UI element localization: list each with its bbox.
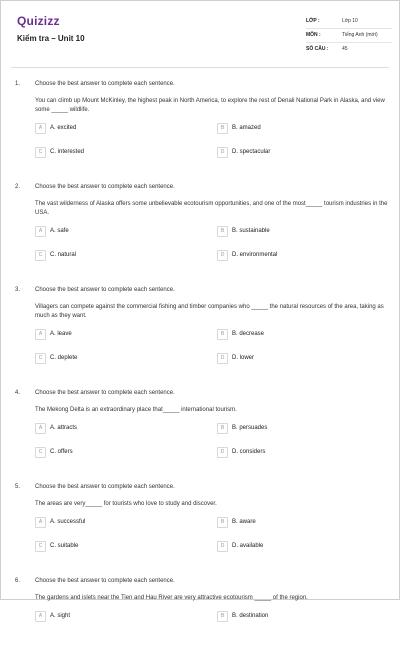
option-label: D. considers (232, 449, 266, 455)
option-letter-box[interactable]: B (217, 423, 228, 434)
option-label: D. spectacular (232, 149, 271, 155)
meta-value: Lớp 10 (342, 18, 358, 24)
question-number: 1. (15, 81, 21, 87)
answer-option[interactable] (35, 147, 185, 161)
option-letter-box[interactable]: B (217, 226, 228, 237)
option-label: B. persuades (232, 425, 268, 431)
meta-key: LỚP : (306, 18, 320, 24)
option-label: C. natural (50, 252, 77, 258)
option-label: A. excited (50, 125, 77, 131)
answer-option[interactable] (217, 517, 367, 531)
option-letter-box[interactable]: B (217, 517, 228, 528)
worksheet-header (1, 1, 401, 63)
question-number: 4. (15, 390, 21, 396)
option-letter-box[interactable]: C (35, 447, 46, 458)
option-letter-box[interactable]: A (35, 517, 46, 528)
meta-row-class (306, 15, 392, 29)
option-letter-box[interactable]: C (35, 541, 46, 552)
option-label: B. aware (232, 519, 256, 525)
option-letter-box[interactable]: D (217, 147, 228, 158)
question-item (1, 480, 401, 563)
question-number: 6. (15, 578, 21, 584)
answer-option[interactable] (35, 226, 185, 240)
answer-options (35, 329, 401, 375)
meta-row-count (306, 43, 392, 57)
question-number: 5. (15, 484, 21, 490)
option-label: C. deplete (50, 355, 78, 361)
question-instruction: Choose the best answer to complete each sentence. (35, 484, 175, 490)
option-letter-box[interactable]: B (217, 123, 228, 134)
question-text: The areas are very_____ for tourists who love to study and discover. (35, 501, 217, 507)
answer-option[interactable] (35, 329, 185, 343)
option-letter-box[interactable]: A (35, 123, 46, 134)
answer-option[interactable] (35, 123, 185, 137)
quizizz-logo: Quizizz (17, 14, 60, 28)
option-letter-box[interactable]: C (35, 147, 46, 158)
answer-option[interactable] (217, 423, 367, 437)
answer-option[interactable] (217, 123, 367, 137)
answer-option[interactable] (217, 541, 367, 555)
option-label: A. leave (50, 331, 72, 337)
option-letter-box[interactable]: B (217, 329, 228, 340)
question-number: 3. (15, 287, 21, 293)
option-letter-box[interactable]: D (217, 353, 228, 364)
answer-options (35, 517, 401, 563)
option-letter-box[interactable]: D (217, 541, 228, 552)
question-instruction: Choose the best answer to complete each sentence. (35, 578, 175, 584)
answer-options (35, 611, 401, 657)
option-label: C. suitable (50, 543, 79, 549)
option-label: D. lower (232, 355, 255, 361)
question-text: The gardens and islets near the Tien and Hau River are very attractive ecotourism _____ of the region. (35, 595, 308, 601)
question-item (1, 283, 401, 375)
option-label: A. attracts (50, 425, 78, 431)
question-text: The vast wilderness of Alaska offers some unbelievable ecotourism opportunities, and one of the most_____ tourism industries in the USA. (35, 201, 388, 216)
question-instruction: Choose the best answer to complete each sentence. (35, 184, 175, 190)
option-letter-box[interactable]: A (35, 611, 46, 622)
answer-option[interactable] (217, 329, 367, 343)
answer-option[interactable] (35, 423, 185, 437)
question-item (1, 574, 401, 657)
option-label: C. interested (50, 149, 85, 155)
header-divider (11, 67, 389, 68)
meta-key: MÔN : (306, 32, 321, 38)
answer-option[interactable] (217, 226, 367, 240)
option-label: B. destination (232, 613, 269, 619)
option-letter-box[interactable]: D (217, 250, 228, 261)
question-item (1, 386, 401, 469)
answer-option[interactable] (35, 447, 185, 461)
question-item (1, 77, 401, 169)
answer-option[interactable] (35, 250, 185, 264)
option-label: B. amazed (232, 125, 261, 131)
answer-options (35, 123, 401, 169)
option-letter-box[interactable]: B (217, 611, 228, 622)
option-label: A. sight (50, 613, 71, 619)
answer-option[interactable] (35, 611, 185, 625)
question-text: The Mekong Delta is an extraordinary place that_____ international tourism. (35, 407, 237, 413)
question-instruction: Choose the best answer to complete each sentence. (35, 390, 175, 396)
answer-option[interactable] (217, 353, 367, 367)
question-item (1, 180, 401, 272)
question-instruction: Choose the best answer to complete each sentence. (35, 81, 175, 87)
answer-options (35, 423, 401, 469)
answer-option[interactable] (217, 250, 367, 264)
question-instruction: Choose the best answer to complete each sentence. (35, 287, 175, 293)
option-label: A. safe (50, 228, 69, 234)
meta-key: SỐ CÂU : (306, 46, 329, 52)
meta-value: Tiếng Anh (mới) (342, 32, 378, 38)
option-label: D. environmental (232, 252, 278, 258)
option-letter-box[interactable]: A (35, 423, 46, 434)
option-label: C. offers (50, 449, 73, 455)
meta-table (306, 15, 392, 57)
answer-option[interactable] (35, 353, 185, 367)
option-letter-box[interactable]: D (217, 447, 228, 458)
option-label: B. sustainable (232, 228, 270, 234)
meta-row-subject (306, 29, 392, 43)
question-text: Villagers can compete against the commercial fishing and timber companies who _____ the natural resources of the area, taking as much as they want. (35, 304, 384, 319)
option-letter-box[interactable]: A (35, 226, 46, 237)
answer-option[interactable] (217, 447, 367, 461)
answer-option[interactable] (35, 541, 185, 555)
option-label: A. successful (50, 519, 86, 525)
question-text: You can climb up Mount McKinley, the highest peak in North America, to explore the rest of Denali National Park in Alaska, and view some _____ wildlife. (35, 98, 385, 113)
worksheet-title: Kiểm tra – Unit 10 (17, 34, 85, 43)
option-label: B. decrease (232, 331, 265, 337)
question-list (1, 77, 401, 668)
option-letter-box[interactable]: C (35, 353, 46, 364)
meta-value: 45 (342, 46, 348, 52)
option-letter-box[interactable]: C (35, 250, 46, 261)
question-number: 2. (15, 184, 21, 190)
answer-options (35, 226, 401, 272)
option-label: D. available (232, 543, 264, 549)
answer-option[interactable] (35, 517, 185, 531)
option-letter-box[interactable]: A (35, 329, 46, 340)
answer-option[interactable] (217, 611, 367, 625)
answer-option[interactable] (217, 147, 367, 161)
